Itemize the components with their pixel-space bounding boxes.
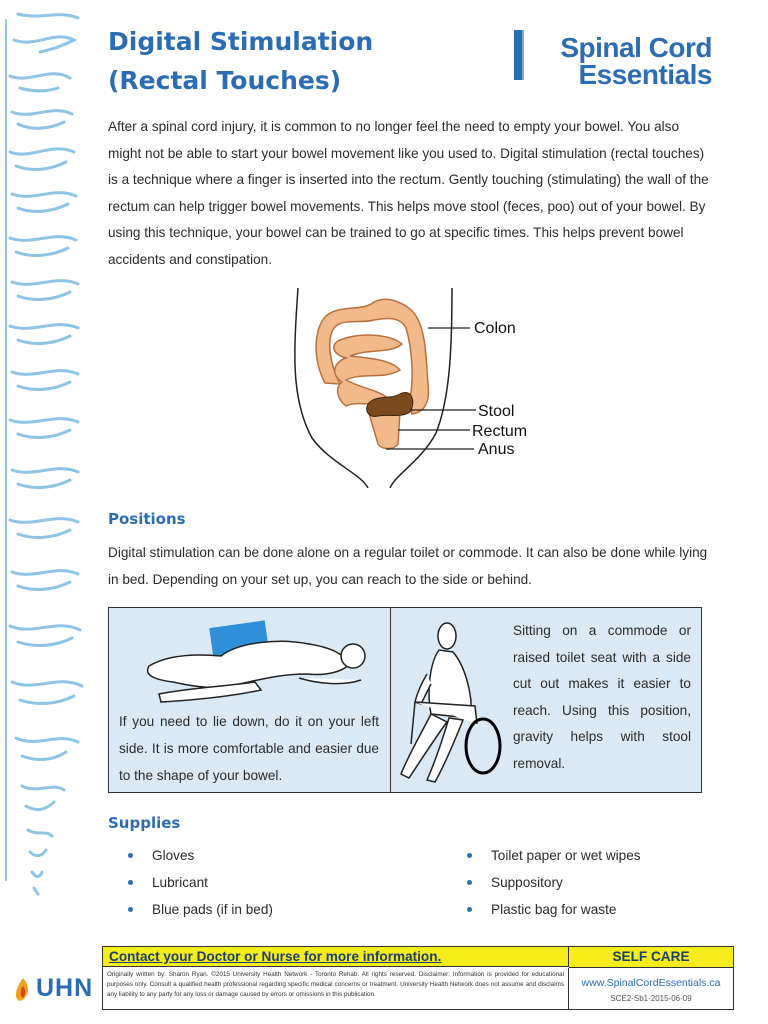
- title-line-2: (Rectal Touches): [108, 66, 342, 95]
- self-care-badge: SELF CARE: [569, 947, 733, 968]
- sitting-position-panel: [391, 608, 701, 792]
- label-anus: Anus: [478, 441, 515, 458]
- logo-book-icon: [514, 30, 524, 80]
- page-title: [108, 22, 373, 100]
- logo-line-1: Spinal Cord: [560, 32, 712, 63]
- uhn-logo-text: UHN: [36, 974, 94, 1002]
- supplies-list-left: [126, 842, 273, 923]
- supplies-heading: Supplies: [108, 814, 181, 832]
- list-item: Toilet paper or wet wipes: [465, 842, 641, 869]
- positions-panels: [108, 607, 702, 793]
- spinal-cord-essentials-logo: [514, 28, 714, 92]
- footer-box: [102, 946, 734, 1010]
- logo-line-2: Essentials: [578, 59, 712, 90]
- sitting-person-illustration: [391, 614, 511, 790]
- contact-banner: Contact your Doctor or Nurse for more information.: [103, 947, 569, 967]
- label-rectum: Rectum: [472, 423, 528, 440]
- list-item: Plastic bag for waste: [465, 896, 641, 923]
- sitting-position-text: Sitting on a commode or raised toilet seat with a side cut out makes it easier to reach. Using this position, gravity helps with stool removal.: [513, 623, 691, 771]
- list-item: Gloves: [126, 842, 273, 869]
- lying-position-text: If you need to lie down, do it on your left side. It is more comfortable and easier due to the shape of your bowel.: [119, 714, 379, 783]
- lying-position-panel: [109, 608, 391, 792]
- lying-person-illustration: [129, 614, 379, 704]
- list-item: Blue pads (if in bed): [126, 896, 273, 923]
- title-line-1: Digital Stimulation: [108, 27, 374, 56]
- uhn-logo: [12, 972, 92, 1008]
- legal-disclaimer: Originally written by: Sharon Ryan. ©2015 University Health Network - Toronto Rehab. All rights reserved. Disclaimer: Information is provided for educational purposes only. Consult a qualified health professional regarding specific medical concerns or treatment. University Health Network does not assume and disclaims any liability to any party for any loss or damage caused by errors or omissions in this publication.: [103, 968, 569, 1009]
- supplies-list-right: [465, 842, 641, 923]
- uhn-flame-icon: [12, 976, 34, 1004]
- positions-paragraph: Digital stimulation can be done alone on a regular toilet or commode. It can also be done while lying in bed. Depending on your set up, you can reach to the side or behind.: [108, 545, 708, 587]
- colon-anatomy-diagram: [250, 288, 540, 488]
- label-stool: Stool: [478, 403, 515, 420]
- label-colon: Colon: [474, 320, 516, 337]
- spine-illustration: [0, 0, 92, 900]
- document-code: SCE2-Sb1-2015-06-09: [610, 994, 692, 1003]
- commode-opening-icon: [466, 719, 500, 773]
- positions-heading: Positions: [108, 510, 186, 528]
- intro-paragraph: After a spinal cord injury, it is common to no longer feel the need to empty your bowel. You also might not be able to start your bowel movement like you used to. Digital stimulation (rectal touches) is a technique where a finger is inserted into the rectum. Gently touching (stimulating) the wall of the rectum can help trigger bowel movements. This helps move stool (feces, poo) out of your bowel. By using this technique, your bowel can be trained to go at specific times. This helps prevent bowel accidents and constipation.: [108, 119, 709, 267]
- colon-shape: [316, 299, 428, 448]
- list-item: Suppository: [465, 869, 641, 896]
- website-link[interactable]: www.SpinalCordEssentials.ca: [581, 977, 721, 989]
- list-item: Lubricant: [126, 869, 273, 896]
